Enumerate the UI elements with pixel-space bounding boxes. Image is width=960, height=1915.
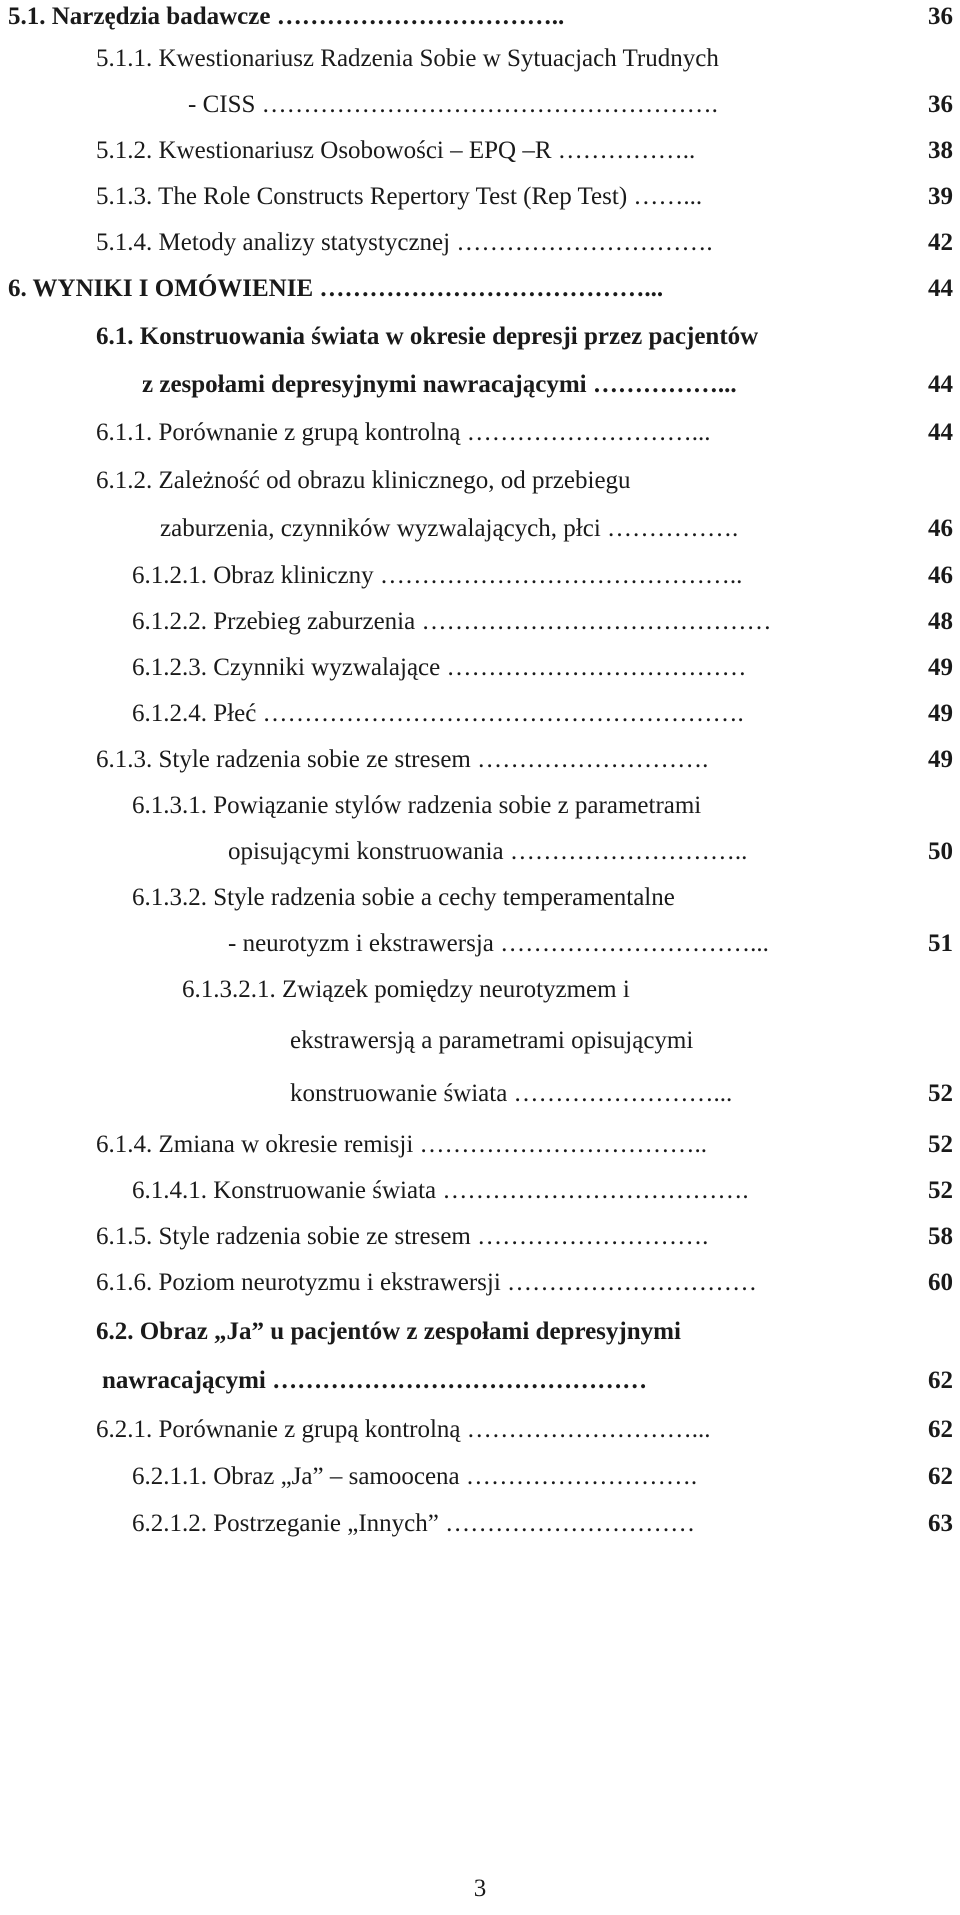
toc-entry-5-1: 5.1. Narzędzia badawcze ……………………………..: [8, 3, 565, 30]
toc-entry-6-1-3-2-1: 6.1.3.2.1. Związek pomiędzy neurotyzmem i: [182, 976, 630, 1003]
page-number: 3: [473, 1875, 487, 1902]
toc-entry-6-1-3-2-1-cont1: ekstrawersją a parametrami opisującymi: [290, 1027, 694, 1054]
toc-entry-6-1-3-2-1-cont2: konstruowanie świata ……………………...: [290, 1080, 733, 1107]
toc-page-6: 44: [928, 275, 953, 302]
toc-entry-6-1-1: 6.1.1. Porównanie z grupą kontrolną ………………………...: [96, 419, 711, 446]
toc-page-5-1-1: 36: [928, 91, 953, 118]
toc-entry-6-2-cont: nawracającymi ………………………………………: [102, 1367, 648, 1394]
toc-page-6-1: 44: [928, 371, 953, 398]
toc-page-6-2-1: 62: [928, 1416, 953, 1443]
toc-entry-6-1-3-2: 6.1.3.2. Style radzenia sobie a cechy temperamentalne: [132, 884, 675, 911]
toc-entry-6-1-6: 6.1.6. Poziom neurotyzmu i ekstrawersji …………………………: [96, 1269, 758, 1296]
toc-entry-6-1: 6.1. Konstruowania świata w okresie depresji przez pacjentów: [96, 323, 759, 350]
toc-entry-5-1-3: 5.1.3. The Role Constructs Repertory Test (Rep Test) ……...: [96, 183, 703, 210]
toc-entry-6-2-1: 6.2.1. Porównanie z grupą kontrolną ………………………...: [96, 1416, 711, 1443]
toc-entry-6-2-1-2: 6.2.1.2. Postrzeganie „Innych” …………………………: [132, 1510, 696, 1537]
toc-page-5-1-2: 38: [928, 137, 953, 164]
toc-page-6-1-2: 46: [928, 515, 953, 542]
toc-entry-6-1-2-3: 6.1.2.3. Czynniki wyzwalające ………………………………: [132, 654, 747, 681]
toc-page-6-1-3-1: 50: [928, 838, 953, 865]
toc-page-5-1-3: 39: [928, 183, 953, 210]
toc-entry-6-1-2: 6.1.2. Zależność od obrazu klinicznego, od przebiegu: [96, 467, 631, 494]
toc-page-6-1-2-3: 49: [928, 654, 953, 681]
toc-entry-5-1-2: 5.1.2. Kwestionariusz Osobowości – EPQ –R ……………..: [96, 137, 696, 164]
toc-entry-6-2: 6.2. Obraz „Ja” u pacjentów z zespołami depresyjnymi: [96, 1318, 681, 1345]
toc-entry-6-1-3-1-cont: opisującymi konstruowania ………………………..: [228, 838, 748, 865]
toc-entry-6: 6. WYNIKI I OMÓWIENIE …………………………………...: [8, 275, 664, 302]
toc-entry-6-1-4: 6.1.4. Zmiana w okresie remisji ……………………………..: [96, 1131, 708, 1158]
toc-entry-6-1-2-2: 6.1.2.2. Przebieg zaburzenia ……………………………………: [132, 608, 772, 635]
toc-page-6-2: 62: [928, 1367, 953, 1394]
toc-entry-5-1-1-cont: - CISS ……………………………………………….: [188, 91, 718, 118]
toc-page-6-1-2-2: 48: [928, 608, 953, 635]
toc-page-5-1-4: 42: [928, 229, 953, 256]
toc-page-6-1-4: 52: [928, 1131, 953, 1158]
toc-entry-6-1-3: 6.1.3. Style radzenia sobie ze stresem ……………………….: [96, 746, 709, 773]
toc-page-6-1-1: 44: [928, 419, 953, 446]
toc-page-6-1-2-1: 46: [928, 562, 953, 589]
toc-entry-6-1-5: 6.1.5. Style radzenia sobie ze stresem ……………………….: [96, 1223, 709, 1250]
toc-page-6-1-6: 60: [928, 1269, 953, 1296]
toc-page-6-1-5: 58: [928, 1223, 953, 1250]
toc-entry-6-1-2-cont: zaburzenia, czynników wyzwalających, płci …………….: [160, 515, 739, 542]
toc-page-6-2-1-2: 63: [928, 1510, 953, 1537]
toc-entry-5-1-1: 5.1.1. Kwestionariusz Radzenia Sobie w Sytuacjach Trudnych: [96, 45, 719, 72]
toc-page-6-1-4-1: 52: [928, 1177, 953, 1204]
toc-page-5-1: 36: [928, 3, 953, 30]
toc-entry-6-1-3-1: 6.1.3.1. Powiązanie stylów radzenia sobie z parametrami: [132, 792, 702, 819]
toc-entry-6-1-2-1: 6.1.2.1. Obraz kliniczny ……………………………………..: [132, 562, 743, 589]
toc-entry-6-1-2-4: 6.1.2.4. Płeć ………………………………………………….: [132, 700, 744, 727]
toc-page-6-2-1-1: 62: [928, 1463, 953, 1490]
toc-page-6-1-3-2: 51: [928, 930, 953, 957]
toc-entry-6-1-4-1: 6.1.4.1. Konstruowanie świata ……………………………….: [132, 1177, 749, 1204]
toc-entry-6-2-1-1: 6.2.1.1. Obraz „Ja” – samoocena ……………………….: [132, 1463, 698, 1490]
toc-entry-6-1-3-2-cont: - neurotyzm i ekstrawersja …………………………...: [228, 930, 769, 957]
toc-entry-6-1-cont: z zespołami depresyjnymi nawracającymi ……………...: [142, 371, 737, 398]
toc-page-6-1-3-2-1: 52: [928, 1080, 953, 1107]
toc-page-6-1-3: 49: [928, 746, 953, 773]
toc-entry-5-1-4: 5.1.4. Metody analizy statystycznej ………………………….: [96, 229, 713, 256]
toc-page-6-1-2-4: 49: [928, 700, 953, 727]
